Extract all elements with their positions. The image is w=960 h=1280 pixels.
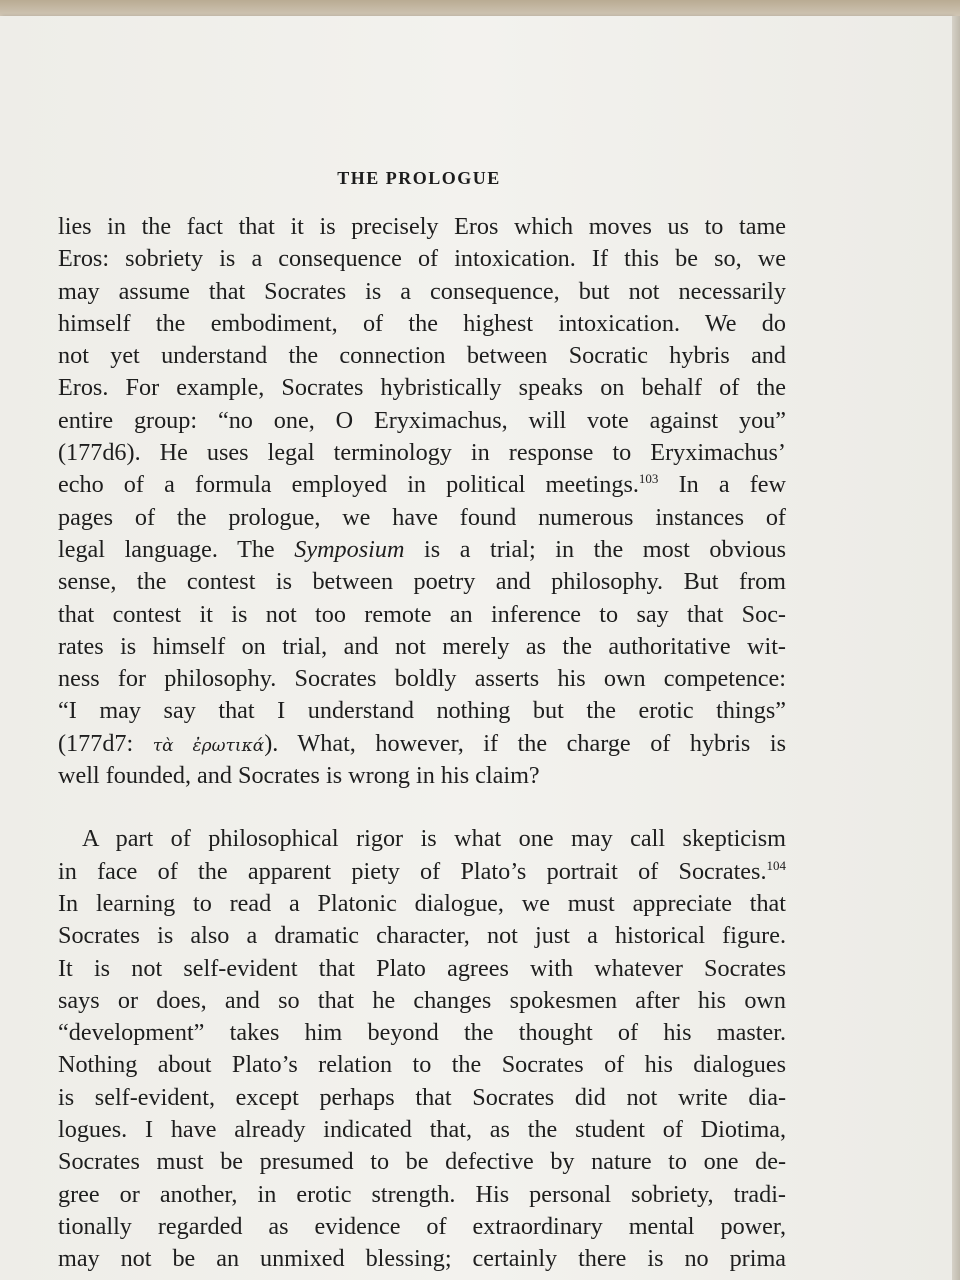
text-line — [58, 1211, 786, 1243]
text-line — [58, 566, 786, 598]
text-segment: logues. I have already indicated that, as the student of Diotima, — [58, 1116, 786, 1144]
text-line — [58, 308, 786, 340]
text-line — [58, 920, 786, 952]
text-segment: A part of philosophical rigor is what one may call skepticism — [82, 825, 786, 853]
text-line — [58, 405, 786, 437]
text-line — [58, 823, 786, 855]
footnote-ref: 104 — [766, 857, 786, 873]
text-segment: “development” takes him beyond the thought of his master. — [58, 1019, 786, 1047]
text-segment: sense, the contest is between poetry and philosophy. But from — [58, 568, 786, 596]
text-segment: ). What, however, if the charge of hybris is — [264, 729, 786, 757]
text-line — [58, 663, 786, 695]
text-line — [58, 599, 786, 631]
text-segment: Eros. For example, Socrates hybristically speaks on behalf of the — [58, 374, 786, 402]
text-segment: may assume that Socrates is a consequence, but not necessarily — [58, 277, 786, 305]
text-line — [58, 888, 786, 920]
footnote-ref: 103 — [638, 471, 659, 487]
text-line — [58, 437, 786, 469]
text-line — [58, 985, 786, 1017]
paragraph — [58, 211, 786, 792]
text-segment: is a trial; in the most obvious — [404, 535, 786, 563]
text-line — [58, 1179, 786, 1211]
running-head: THE PROLOGUE — [337, 168, 501, 188]
paragraph-gap — [58, 792, 786, 823]
italic-title: Symposium — [294, 535, 405, 563]
text-line — [58, 760, 786, 792]
text-segment: (177d6). He uses legal terminology in response to Eryximachus’ — [58, 439, 786, 467]
text-line — [58, 211, 786, 243]
text-segment: gree or another, in erotic strength. His personal sobriety, tradi- — [58, 1180, 786, 1208]
text-line — [58, 953, 786, 985]
text-line — [58, 1243, 786, 1275]
text-segment: (177d7: — [58, 729, 153, 757]
text-line — [58, 1114, 786, 1146]
body-text — [58, 211, 786, 1276]
text-line — [58, 534, 786, 566]
text-segment: It is not self-evident that Plato agrees with whatever Socrates — [58, 954, 786, 982]
text-segment: ness for philosophy. Socrates boldly asserts his own competence: — [58, 665, 786, 693]
text-segment: that contest it is not too remote an inference to say that Soc- — [58, 600, 786, 628]
text-segment: Eros: sobriety is a consequence of intoxication. If this be so, we — [58, 245, 786, 273]
text-segment: legal language. The — [58, 535, 295, 563]
paragraph — [58, 823, 786, 1275]
text-segment: not yet understand the connection between Socratic hybris and — [58, 342, 786, 370]
text-segment: entire group: “no one, O Eryximachus, will vote against you” — [58, 406, 786, 434]
text-segment: In a few — [658, 471, 786, 499]
text-line — [58, 243, 786, 275]
text-line — [58, 728, 786, 760]
text-line — [58, 1082, 786, 1114]
text-line — [58, 1146, 786, 1178]
text-line — [58, 502, 786, 534]
text-segment: rates is himself on trial, and not merely as the authoritative wit- — [58, 632, 786, 660]
text-line — [58, 372, 786, 404]
text-line — [58, 1049, 786, 1081]
text-segment: lies in the fact that it is precisely Eros which moves us to tame — [58, 213, 786, 240]
text-segment: “I may say that I understand nothing but the erotic things” — [58, 697, 786, 725]
text-segment: is self-evident, except perhaps that Socrates did not write dia- — [58, 1083, 786, 1111]
text-line — [58, 856, 786, 888]
text-segment: echo of a formula employed in political meetings. — [58, 471, 639, 499]
page-edge — [952, 16, 960, 1280]
text-segment: tionally regarded as evidence of extraordinary mental power, — [58, 1212, 786, 1240]
text-segment: himself the embodiment, of the highest intoxication. We do — [58, 309, 786, 337]
text-line — [58, 695, 786, 727]
text-segment: in face of the apparent piety of Plato’s portrait of Socrates. — [58, 857, 767, 885]
greek-text: τὰ ἐρωτικά — [152, 735, 265, 756]
text-line — [58, 276, 786, 308]
text-segment: Socrates is also a dramatic character, not just a historical figure. — [58, 922, 786, 950]
text-segment: may not be an unmixed blessing; certainly there is no prima — [58, 1245, 786, 1273]
text-segment: pages of the prologue, we have found numerous instances of — [58, 503, 786, 531]
text-line — [58, 631, 786, 663]
text-line — [58, 1017, 786, 1049]
text-segment: Socrates must be presumed to be defective by nature to one de- — [58, 1148, 786, 1176]
text-segment: says or does, and so that he changes spokesmen after his own — [58, 986, 786, 1014]
text-line — [58, 340, 786, 372]
text-segment: In learning to read a Platonic dialogue, we must appreciate that — [58, 889, 786, 917]
text-line — [58, 469, 786, 501]
text-segment: Nothing about Plato’s relation to the Socrates of his dialogues — [58, 1051, 786, 1079]
text-segment: well founded, and Socrates is wrong in his claim? — [58, 762, 540, 790]
